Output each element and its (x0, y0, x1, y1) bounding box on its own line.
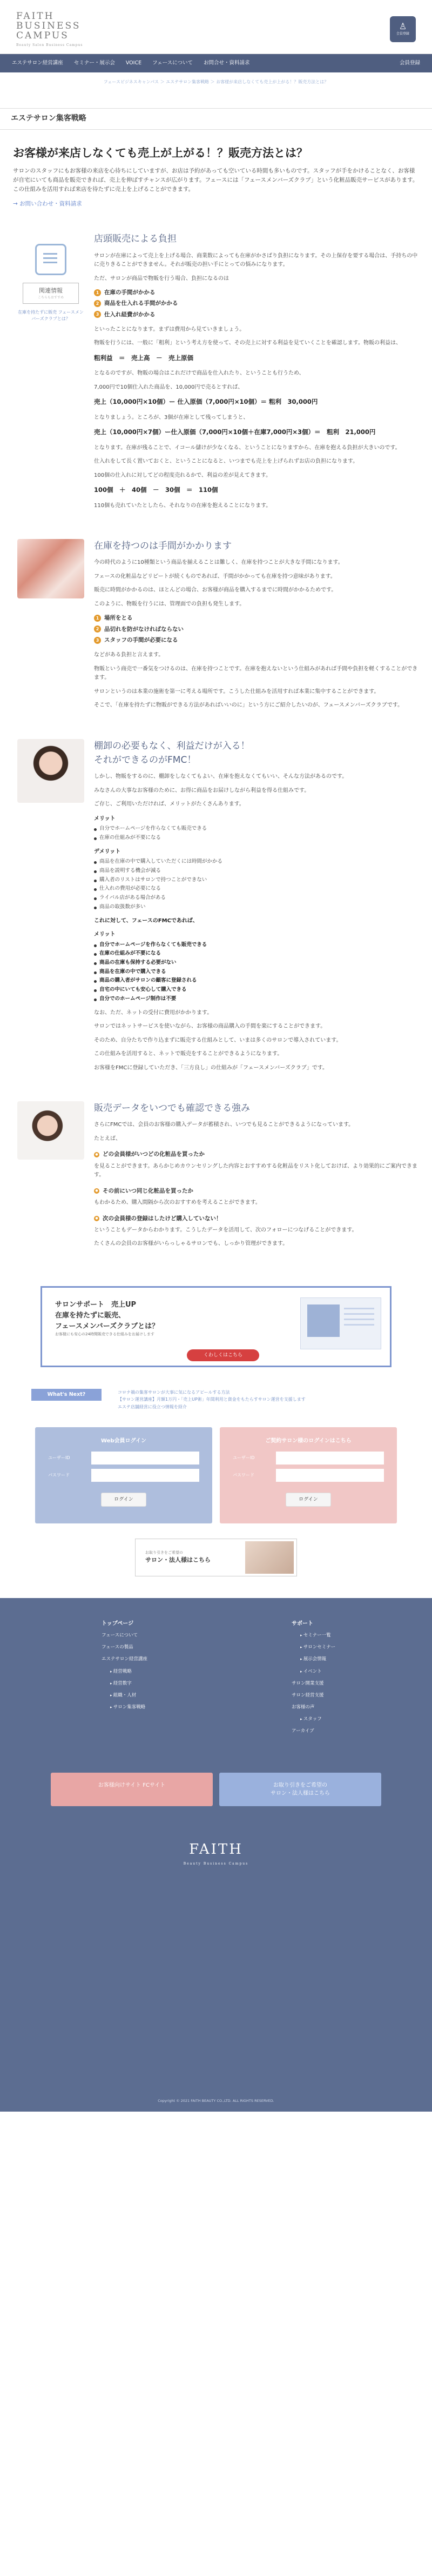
formula: 売上（10,000円×7個）ー仕入原価（7,000円×10個＋在庫7,000円×3個）＝ 粗利 21,000円 (94, 428, 376, 436)
section-fmc (13, 739, 419, 1077)
footer-link[interactable]: サロン開業支援 (292, 1680, 324, 1686)
category-title: エステサロン集客戦略 (0, 108, 432, 130)
list-item: 仕入れの費用が必要になる (94, 885, 419, 893)
paragraph: このように、物販を行うには、管理面での負担も発生します。 (94, 601, 245, 607)
salon-contact-line2: サロン・法人様はこちら (271, 1790, 330, 1796)
salon-banner-image (245, 1541, 294, 1574)
salon-banner-line2: サロン・法人様はこちら (145, 1556, 211, 1564)
fmc-banner[interactable] (40, 1286, 392, 1367)
banner-line3: フェースメンバーズクラブとは？ (55, 1322, 159, 1331)
banner-line1: サロンサポート 売上UP (55, 1300, 137, 1309)
footer-link[interactable]: ▸ 組織・人材 (102, 1692, 216, 1699)
salon-login-title: ご契約サロン様のログインはこちら (265, 1437, 352, 1444)
paragraph: となりましょう。ところが、3個が在庫として残ってしまうと、 (94, 414, 249, 421)
member-register-button[interactable] (390, 16, 416, 42)
news-item[interactable]: 【サロン運営講座】月額1万円・「売上UP術」年間利用と資金をもたらすサロン運営を支援します (118, 1397, 306, 1402)
list-item (94, 614, 419, 622)
nav-item-register[interactable]: 会員登録 (399, 59, 420, 66)
breadcrumb[interactable]: フェースビジネスキャンパス ＞ エステサロン集客戦略 ＞ お客様が来店しなくても売上が上がる！？販売方法とは？ (103, 79, 329, 84)
bullet-icon: ● (94, 1216, 99, 1221)
management-list (94, 614, 419, 644)
logo-sub: Beauty Salon Business Campus (16, 43, 83, 47)
member-register-label: 会員登録 (396, 32, 409, 36)
footer-link[interactable]: お客様の声 (292, 1705, 315, 1710)
whats-next-label: What's Next? (31, 1389, 102, 1401)
footer-list (292, 1632, 419, 1735)
paragraph: 110個も売れていたとしたら、それなりの在庫を抱えることになります。 (94, 502, 272, 509)
banner-detail-button[interactable]: くわしくはこちら (187, 1349, 259, 1361)
section-data (13, 1101, 419, 1254)
related-box (23, 283, 79, 303)
list-item (94, 625, 419, 634)
heading-line1: 棚卸の必要もなく、利益だけが入る！ (94, 740, 250, 751)
user-icon: ♙ (399, 21, 407, 31)
list-item-text: 在庫の手間がかかる (104, 289, 156, 296)
logo-line3: CAMPUS (16, 30, 69, 41)
paragraph: しかし、物販をするのに、棚卸をしなくてもよい、在庫を抱えなくてもいい、そんな方法があるのです。 (94, 774, 348, 780)
nav-item-voice[interactable]: VOICE (125, 59, 142, 66)
list-item: 商品を在庫の中で購入できる (94, 968, 419, 976)
nav-item-seminar[interactable]: セミナー・展示会 (73, 59, 115, 66)
bullet-icon: ● (94, 1152, 99, 1157)
list-item: 自宅の中にいても安心して購入できる (94, 986, 419, 994)
merit-heading: メリット (94, 815, 116, 822)
section-inventory (13, 539, 419, 715)
list-item: 商品の購入者がサロンの顧客に登録される (94, 977, 419, 985)
footer-heading[interactable]: トップページ (102, 1620, 134, 1627)
question-item (94, 1150, 419, 1159)
list-item (94, 636, 419, 644)
paragraph: 物販という商売で一番気をつけるのは、在庫を持つことです。在庫を抱えないという仕組みがあれば手間や負担を軽くすることができます。 (94, 665, 418, 681)
site-logo[interactable] (16, 12, 83, 48)
copyright: Copyright © 2021 FAITH BEAUTY CO.,LTD. ALL RIGHTS RESERVED. (158, 2099, 274, 2104)
paragraph: サロンではネットサービスを使いながら、お客様の商品購入の手間を楽にすることができます。 (94, 1023, 326, 1030)
footer-link[interactable]: アーカイブ (292, 1728, 314, 1734)
list-item (94, 288, 419, 297)
paragraph: 仕入れをして長く置いておくと、ということになると、いつまでも売上を上げられずお店の負担になります。 (94, 458, 359, 465)
number-badge: 1 (94, 289, 101, 296)
salon-inquiry-banner[interactable] (135, 1539, 297, 1576)
password-label: パスワード (48, 1472, 70, 1477)
footer-logo-text: FAITH (189, 1841, 243, 1858)
web-login-title: Web会員ログイン (100, 1437, 147, 1444)
paragraph: といったことになります。まずは費用から見ていきましょう。 (94, 326, 245, 332)
list-item: 商品を説明する機会が減る (94, 867, 419, 875)
footer-col-2 (216, 1620, 419, 1740)
banner-sub: お客様にも安心の24時間販売できる仕組みをお届けします (55, 1332, 154, 1337)
burden-list (94, 288, 419, 319)
paragraph: 販売に時間がかかるのは、ほとんどの場合、お客様が商品を購入するまでに時間がかかるためです。 (94, 587, 337, 594)
salon-password-input[interactable] (276, 1469, 384, 1482)
intro-text: サロンのスタッフにもお客様の来店を心待ちにしていますが、お店は予約があっても空いている時間も多いものです。スタッフが手をかけることなく、お客様が自宅にいても商品を販売できれば、売上を伸ばすチャンスが広がります。フェースには「フェースメンバーズクラブ」という化粧品販売サービスがあります。この仕組みを活用すれば来店を待たずに売上を上げることができます。 (13, 168, 418, 192)
salon-login-panel (220, 1427, 397, 1523)
product-bottles-image (17, 539, 84, 598)
question-text: 次の会員様の登録はしたけど購入していない！ (103, 1215, 222, 1222)
banner-text (55, 1300, 159, 1337)
question-item (94, 1187, 419, 1195)
paragraph: さらにFMCでは、会員のお客様の購入データが蓄積され、いつでも見ることができるようになっています。 (94, 1122, 354, 1128)
logo-line1: FAITH (16, 11, 55, 22)
paragraph: フェースの化粧品などリピートが続くものであれば、手間がかかっても在庫を持つ意味があります。 (94, 573, 336, 580)
list-item: 商品の取扱数が多い (94, 903, 419, 911)
footer-link[interactable]: サロン経営支援 (292, 1692, 324, 1698)
site-footer (0, 1598, 432, 2112)
web-login-panel (35, 1427, 212, 1523)
woman-tablet-image (17, 1101, 84, 1160)
paragraph: たくさんの会員のお客様がいらっしゃるサロンでも、しっかり管理ができます。 (94, 1241, 288, 1247)
section-store-sales (13, 232, 419, 515)
paragraph: ご存じ、ご利用いただければ、メリットがたくさんあります。 (94, 801, 245, 808)
web-login-button[interactable]: ログイン (101, 1493, 146, 1507)
footer-links (13, 1620, 419, 1740)
salon-contact-button[interactable] (219, 1773, 381, 1806)
paragraph: サロンというのは本業の施術を第一に考える場所です。こうした仕組みを活用すれば本業に集中することができます。 (94, 688, 380, 695)
password-label: パスワード (233, 1472, 254, 1477)
list-item (94, 310, 419, 319)
list-item-text: スタッフの手間が必要になる (104, 636, 178, 643)
paragraph: 7,000円で10個仕入れた商品を、10,000円で売るとすれば、 (94, 384, 244, 390)
list-item: 自分でホームページを作らなくても販売できる (94, 825, 419, 833)
paragraph: たとえば、 (94, 1135, 121, 1142)
number-badge: 3 (94, 311, 101, 318)
footer-link[interactable]: ▸ 展示会情報 (292, 1656, 419, 1663)
login-area (0, 1427, 432, 1523)
list-item: ライバル店がある場合がある (94, 894, 419, 902)
nav-item-contact[interactable]: お問合せ・資料請求 (203, 59, 250, 66)
solution-heading: これに対して、フェースのFMCであれば、 (94, 917, 198, 924)
news-item[interactable]: コロナ禍の集客サロンが大事に気になるアピールする方法 (118, 1389, 230, 1395)
paragraph: そのため、自分たちで作り込まずに販売する仕組みとして、いまは多くのサロンで導入されています。 (94, 1037, 342, 1043)
user-id-label: ユーザーID (233, 1455, 255, 1460)
paragraph: この仕組みを活用すると、ネットで販売をすることができるようになります。 (94, 1051, 283, 1057)
news-list (118, 1389, 306, 1411)
related-sub: こちらもおすすめ (37, 296, 64, 300)
user-id-label: ユーザーID (48, 1455, 70, 1460)
paragraph: ただ、サロンが商品で物販を行う場合、負担になるのは (94, 275, 229, 282)
salon-login-button[interactable]: ログイン (286, 1493, 331, 1507)
paragraph: となるのですが、物販の場合はこれだけで商品を仕入れたり、ということも行うため、 (94, 370, 305, 377)
footer-link[interactable]: ▸ スタッフ (292, 1716, 419, 1723)
list-item-text: 場所をとる (104, 615, 133, 622)
list-item: 商品を在庫の中で購入していただくには時間がかかる (94, 858, 419, 866)
paragraph: ということもデータからわかります。こうしたデータを活用して、次のフォローにつなげることができます。 (94, 1227, 357, 1233)
nav-item-salon-course[interactable]: エステサロン経営講座 (12, 59, 63, 66)
list-item-text: 品切れを防がなければならない (104, 625, 184, 633)
section-heading: 販売データをいつでも確認できる強み (94, 1103, 250, 1114)
footer-link[interactable]: ▸ サロン集客戦略 (102, 1704, 216, 1711)
banner-line2: 在庫を持たずに販売、 (55, 1311, 126, 1320)
customer-site-label: お客様向けサイト FCサイト (98, 1782, 166, 1788)
footer-link[interactable]: ▸ イベント (292, 1668, 419, 1675)
section-heading (94, 739, 419, 768)
paragraph: 今の時代のように10種類という商品を揃えることは難しく、在庫を持つことが大きな手間になります。 (94, 560, 343, 566)
footer-link[interactable]: ▸ 経営数字 (102, 1680, 216, 1687)
salon-banner-line1: お取り引きをご希望の (145, 1550, 183, 1555)
paragraph: を見ることができます。あらかじめカウンセリングした内容とおすすめする化粧品をリスト化しておけば、より効果的にご案内できます。 (94, 1163, 417, 1179)
paragraph: もわかるため、購入間隔から次のおすすめを考えることができます。 (94, 1200, 261, 1206)
list-item-text: 仕入れ経費がかかる (104, 311, 156, 318)
question-text: その前にいつ同じ化粧品を買ったか (103, 1187, 193, 1194)
global-nav (0, 54, 432, 72)
demerit-list (94, 858, 419, 911)
list-item: 在庫の仕組みが不要になる (94, 950, 419, 958)
paragraph: なお、ただ、ネットの受付に費用がかかります。 (94, 1009, 213, 1016)
formula: 100個 ＋ 40個 － 30個 ＝ 110個 (94, 486, 218, 494)
heading-line2: それができるのがFMC！ (94, 755, 197, 766)
footer-heading[interactable]: サポート (292, 1620, 313, 1627)
formula: 粗利益 ＝ 売上高 － 売上原価 (94, 354, 193, 362)
paragraph: みなさんの大事なお客様のために、お得に商品をお届けしながら利益を得る仕組みです。 (94, 787, 310, 794)
list-item-text: 商品を仕入れる手間がかかる (104, 300, 178, 307)
question-text: どの会員様がいつどの化粧品を買ったか (103, 1151, 205, 1158)
list-item: 在庫の仕組みが不要になる (94, 834, 419, 842)
site-header (0, 0, 432, 54)
footer-link[interactable]: フェースについて (102, 1633, 138, 1639)
whats-next (31, 1389, 432, 1411)
merit-list (94, 825, 419, 842)
footer-link[interactable]: ▸ 経営戦略 (102, 1668, 216, 1675)
footer-list (102, 1632, 216, 1711)
document-icon (35, 244, 66, 275)
related-label: 関連情報 (39, 287, 63, 295)
list-item: 商品の在庫も保持する必要がない (94, 959, 419, 967)
web-password-input[interactable] (91, 1469, 199, 1482)
article (0, 145, 432, 1254)
paragraph: そこで、「在庫を持たずに物販ができる方法があればいいのに」という方にご紹介したいのが、フェースメンバーズクラブです。 (94, 702, 403, 709)
number-badge: 2 (94, 625, 101, 633)
page-title: お客様が来店しなくても売上が上がる！？販売方法とは？ (13, 146, 308, 159)
number-badge: 3 (94, 637, 101, 644)
paragraph: 100個の仕入れに対してどの程度売れるかで、利益の差が見えてきます。 (94, 472, 272, 478)
intro-link-anchor[interactable]: → お問い合わせ・資料請求 (13, 200, 82, 207)
footer-col-1 (13, 1620, 216, 1740)
web-user-id-input[interactable] (91, 1452, 199, 1465)
salon-contact-line1: お取り引きをご希望の (273, 1782, 327, 1788)
footer-logo-sub: Beauty Business Campus (183, 1861, 249, 1866)
paragraph: お客様をFMCに登録していただき、「三方良し」の仕組みが「フェースメンバーズクラブ」です。 (94, 1064, 328, 1071)
salon-user-id-input[interactable] (276, 1452, 384, 1465)
footer-buttons (13, 1773, 419, 1806)
section-heading: 店頭販売による負担 (94, 234, 177, 245)
nav-item-about[interactable]: フェースについて (152, 59, 193, 66)
customer-site-button[interactable] (51, 1773, 213, 1806)
footer-link[interactable]: ▸ サロンセミナー (292, 1644, 419, 1651)
merit2-heading: メリット (94, 931, 116, 938)
list-item: 購入者のリストはサロンで持つことができない (94, 876, 419, 884)
demerit-heading: デメリット (94, 848, 121, 855)
bullet-icon: ● (94, 1188, 99, 1194)
salon-banner-text (145, 1550, 211, 1565)
number-badge: 1 (94, 615, 101, 622)
woman-image (17, 739, 84, 803)
paragraph: などがある負担と言えます。 (94, 652, 164, 658)
banner-image (300, 1297, 381, 1349)
paragraph: サロンが在庫によって売上を上げる場合、商業数によっても在庫がかさばり負担になります。その上保存を要する場合は、手持ちの中に売りきることができません。それが販売の担い手にとっての悩みになります。 (94, 252, 418, 268)
news-item[interactable]: エステ店舗経営に役立つ情報を紹介 (118, 1404, 187, 1409)
footer-link[interactable]: フェースの製品 (102, 1645, 133, 1650)
paragraph: となります。在庫が残ることで、イコール儲けが少なくなる、ということになりますから、在庫を抱える負担が大きいのです。 (94, 444, 401, 451)
merit2-list (94, 941, 419, 1003)
list-item (94, 299, 419, 308)
footer-link[interactable]: ▸ セミナー一覧 (292, 1632, 419, 1639)
formula: 売上（10,000円×10個）ー 仕入原価（7,000円×10個）＝ 粗利 30,000円 (94, 398, 318, 406)
footer-logo[interactable] (13, 1839, 419, 1867)
question-item (94, 1214, 419, 1223)
section-heading: 在庫を持つのは手間がかかります (94, 541, 232, 552)
logo-line2: BUSINESS (16, 20, 81, 31)
footer-link[interactable]: エステサロン経営講座 (102, 1656, 147, 1662)
paragraph: 物販を行うには、一般に「粗利」という考え方を使って、その売上に対する利益を見ていくことを確認します。物販の利益は、 (94, 340, 401, 347)
number-badge: 2 (94, 300, 101, 307)
intro-link[interactable] (13, 199, 419, 209)
list-item: 自分でホームページを作らなくても販売できる (94, 941, 419, 949)
related-link[interactable]: 在庫を持たずに販売 フェースメンバーズクラブとは？ (18, 309, 84, 321)
list-item: 自分でのホームページ制作は不要 (94, 995, 419, 1003)
